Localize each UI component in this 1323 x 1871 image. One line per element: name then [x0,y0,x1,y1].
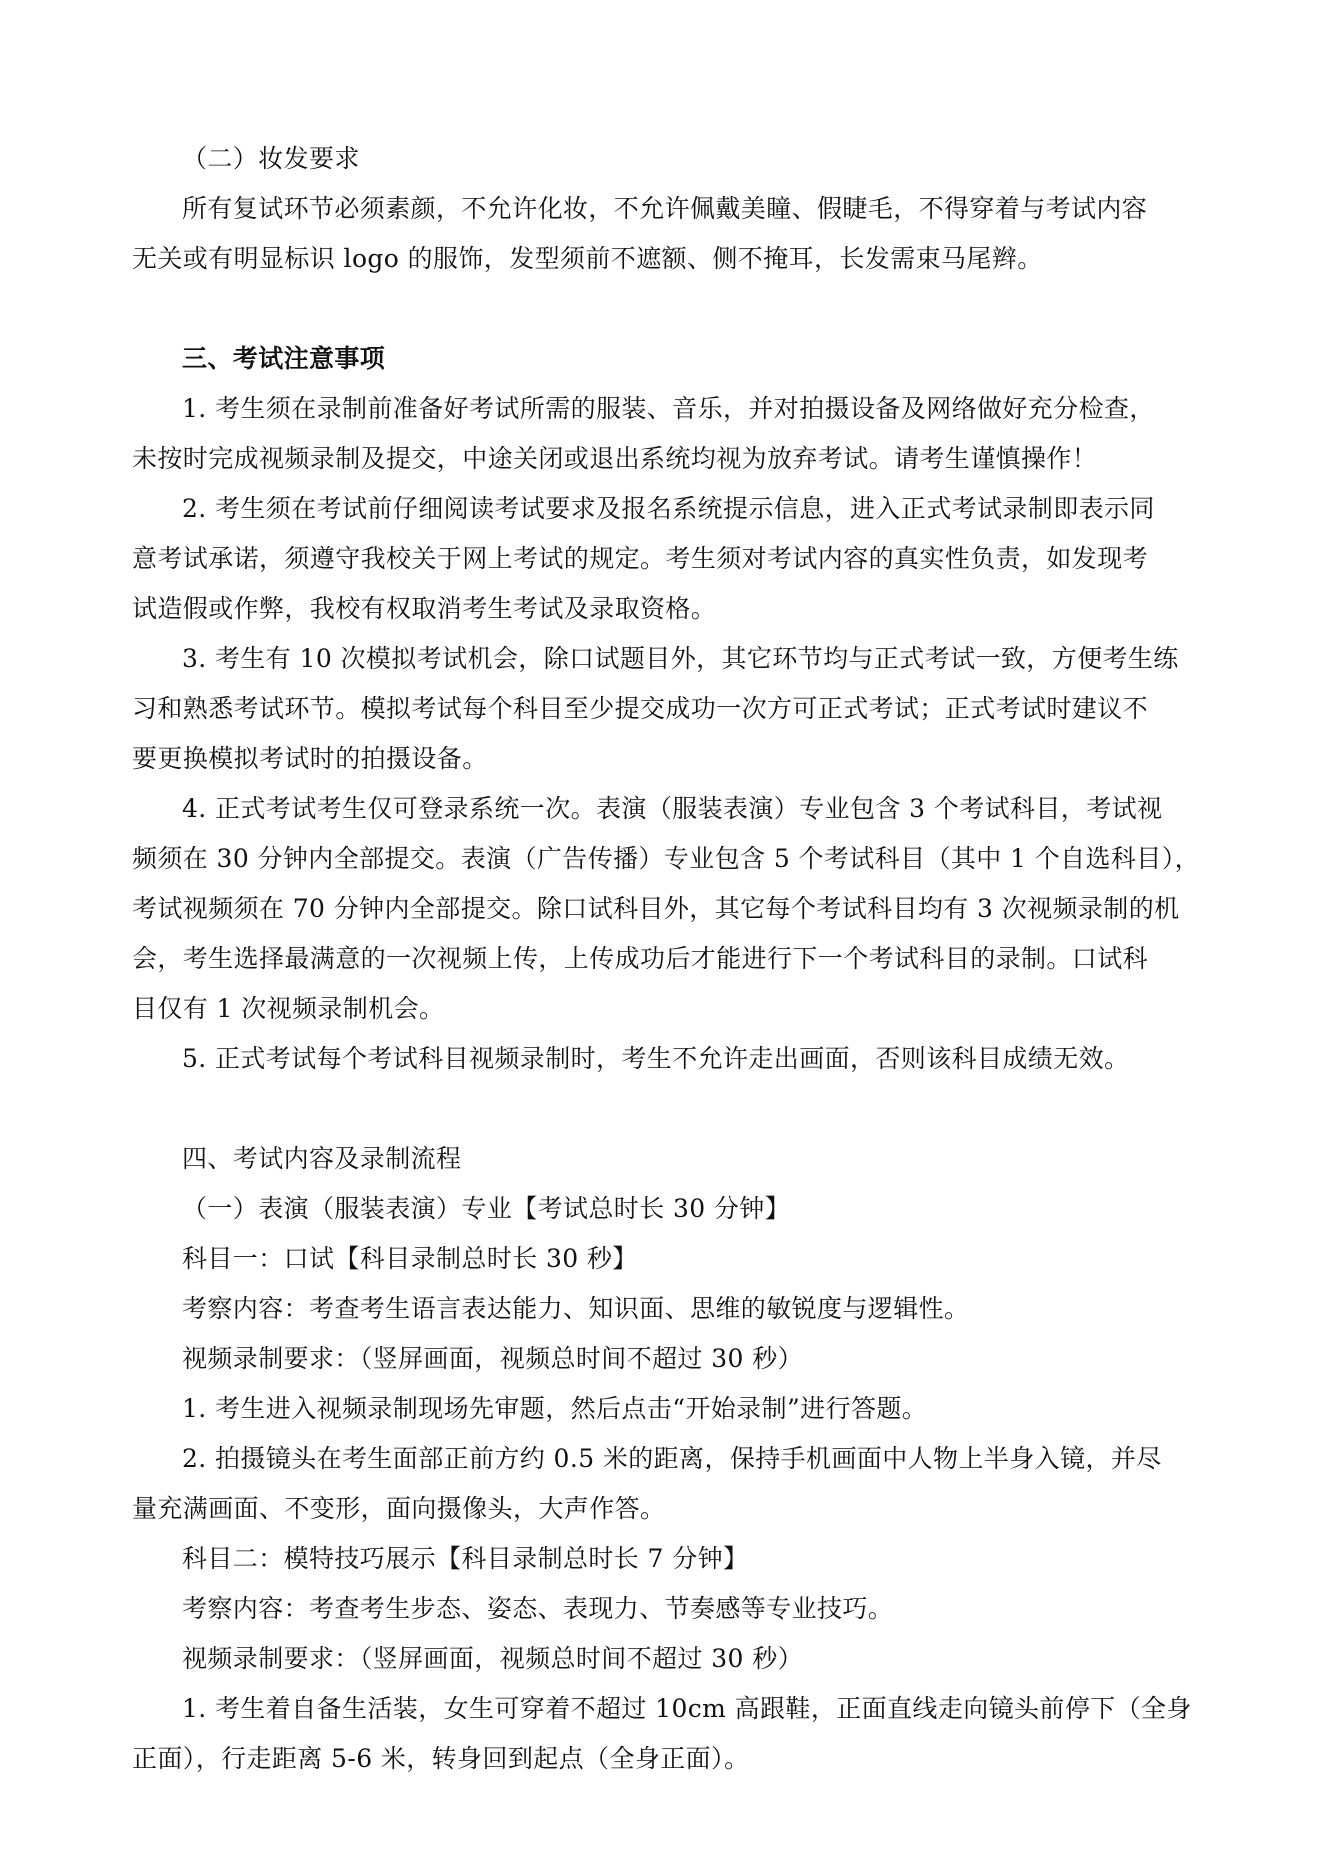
section-heading-exam-content: 四、考试内容及录制流程 [182,1144,462,1173]
paragraph-line: 2. 考生须在考试前仔细阅读考试要求及报名系统提示信息，进入正式考试录制即表示同 [182,494,1155,523]
paragraph-line: 2. 拍摄镜头在考生面部正前方约 0.5 米的距离，保持手机画面中人物上半身入镜，并尽 [182,1444,1162,1473]
paragraph-line: 考察内容：考查考生步态、姿态、表现力、节奏感等专业技巧。 [182,1594,894,1623]
paragraph-line: 频须在 30 分钟内全部提交。表演（广告传播）专业包含 5 个考试科目（其中 1 个自选科目）， [132,844,1201,873]
spacer [132,284,1192,334]
section-heading-exam-notes: 三、考试注意事项 [182,344,386,373]
spacer [132,1084,1192,1134]
paragraph-line: 要更换模拟考试时的拍摄设备。 [132,744,488,773]
document-body [132,134,1201,1784]
paragraph-line: 试造假或作弊，我校有权取消考生考试及录取资格。 [132,594,717,623]
paragraph-line: 考试视频须在 70 分钟内全部提交。除口试科目外，其它每个考试科目均有 3 次视频录制的机 [132,894,1180,923]
paragraph-line: 5. 正式考试每个考试科目视频录制时，考生不允许走出画面，否则该科目成绩无效。 [182,1044,1130,1073]
paragraph-line: 3. 考生有 10 次模拟考试机会，除口试题目外，其它环节均与正式考试一致，方便考生练 [182,644,1179,673]
paragraph-line: 1. 考生着自备生活装，女生可穿着不超过 10cm 高跟鞋，正面直线走向镜头前停下（全身 [182,1694,1192,1723]
subsection-heading-fashion-performance: （一）表演（服装表演）专业【考试总时长 30 分钟】 [182,1194,791,1223]
paragraph-line: 未按时完成视频录制及提交，中途关闭或退出系统均视为放弃考试。请考生谨慎操作！ [132,444,1098,473]
paragraph-line: 目仅有 1 次视频录制机会。 [132,994,445,1023]
paragraph-line: 量充满画面、不变形，面向摄像头，大声作答。 [132,1494,666,1523]
paragraph-line: 1. 考生须在录制前准备好考试所需的服装、音乐，并对拍摄设备及网络做好充分检查， [182,394,1155,423]
paragraph-line: 习和熟悉考试环节。模拟考试每个科目至少提交成功一次方可正式考试；正式考试时建议不 [132,694,1149,723]
paragraph-line: 意考试承诺，须遵守我校关于网上考试的规定。考生须对考试内容的真实性负责，如发现考 [132,544,1149,573]
paragraph-line: 4. 正式考试考生仅可登录系统一次。表演（服装表演）专业包含 3 个考试科目，考试视 [182,794,1163,823]
paragraph-line: 视频录制要求：（竖屏画面，视频总时间不超过 30 秒） [182,1644,804,1673]
subsection-heading-makeup: （二）妆发要求 [182,144,360,173]
paragraph-line: 无关或有明显标识 logo 的服饰，发型须前不遮额、侧不掩耳，长发需束马尾辫。 [132,244,1043,273]
subject-heading-model-skills: 科目二：模特技巧展示【科目录制总时长 7 分钟】 [182,1544,749,1573]
paragraph-line: 会，考生选择最满意的一次视频上传，上传成功后才能进行下一个考试科目的录制。口试科 [132,944,1149,973]
paragraph-line: 1. 考生进入视频录制现场先审题，然后点击“开始录制”进行答题。 [182,1394,928,1423]
paragraph-line: 所有复试环节必须素颜，不允许化妆，不允许佩戴美瞳、假睫毛，不得穿着与考试内容 [182,194,1148,223]
paragraph-line: 正面），行走距离 5-6 米，转身回到起点（全身正面）。 [132,1744,750,1773]
subject-heading-oral: 科目一：口试【科目录制总时长 30 秒】 [182,1244,638,1273]
paragraph-line: 考察内容：考查考生语言表达能力、知识面、思维的敏锐度与逻辑性。 [182,1294,970,1323]
paragraph-line: 视频录制要求：（竖屏画面，视频总时间不超过 30 秒） [182,1344,804,1373]
